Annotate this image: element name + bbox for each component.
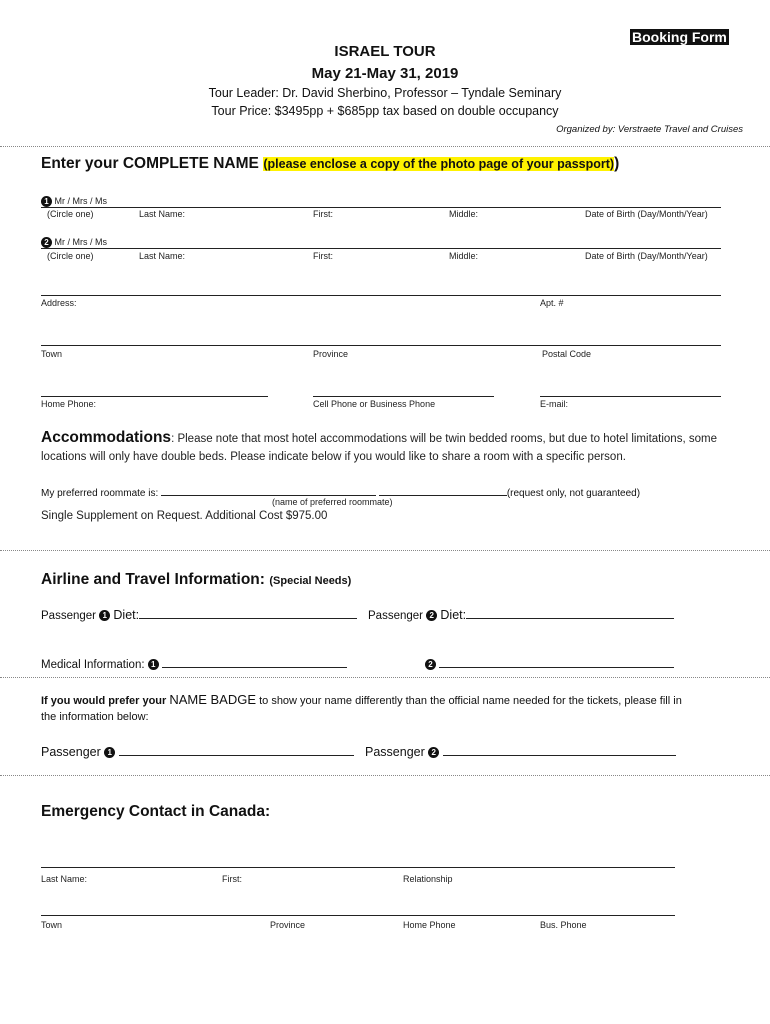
passenger-1-title (41, 196, 107, 207)
emergency-town-label: Town (41, 920, 63, 930)
badge-row-2 (365, 743, 676, 759)
complete-name-label: Enter your COMPLETE NAME (41, 155, 259, 172)
diet-row-1 (41, 606, 357, 622)
number-2-icon: 2 (426, 610, 437, 621)
diet-label: Diet: (440, 608, 467, 622)
first-name-label: First: (313, 209, 333, 219)
medical-row-2 (425, 655, 674, 671)
name-badge-label: NAME BADGE (169, 692, 257, 707)
medical-label: Medical Information: (41, 659, 145, 671)
number-1-icon: 1 (148, 659, 159, 670)
tour-leader: Tour Leader: Dr. David Sherbino, Professor – Tyndale Seminary (208, 86, 562, 100)
tour-dates: May 21-May 31, 2019 (311, 65, 459, 82)
divider (0, 775, 770, 776)
passenger-2-name-line[interactable] (41, 248, 721, 249)
circle-one-label: (Circle one) (47, 209, 94, 219)
address-line[interactable] (41, 295, 721, 296)
emergency-bus-phone-label: Bus. Phone (540, 920, 587, 930)
middle-name-label: Middle: (449, 209, 479, 219)
badge-text-2: the information below: (41, 711, 149, 723)
town-line[interactable] (41, 345, 721, 346)
first-name-label: First: (313, 251, 333, 261)
airline-heading-row (41, 571, 351, 589)
home-phone-label: Home Phone: (41, 399, 97, 409)
cell-phone-label: Cell Phone or Business Phone (313, 399, 436, 409)
single-supplement: Single Supplement on Request. Additional Cost $975.00 (41, 510, 328, 522)
badge-text-pre: If you would prefer your (41, 695, 170, 707)
passenger-label: Passenger (41, 745, 101, 759)
email-label: E-mail: (540, 399, 569, 409)
circle-one-label: (Circle one) (47, 251, 94, 261)
last-name-label: Last Name: (139, 209, 186, 219)
name-badge-text (41, 692, 682, 707)
emergency-first-name-label: First: (222, 874, 242, 884)
emergency-address-line[interactable] (41, 915, 675, 916)
medical-input-1[interactable] (162, 655, 347, 668)
diet-row-2 (368, 606, 674, 622)
number-2-icon: 2 (425, 659, 436, 670)
diet-input-1[interactable] (139, 606, 357, 619)
emergency-last-name-label: Last Name: (41, 874, 88, 884)
apt-label: Apt. # (540, 298, 564, 308)
airline-heading: Airline and Travel Information: (41, 571, 265, 588)
dob-label: Date of Birth (Day/Month/Year) (585, 209, 708, 219)
number-2-icon: 2 (41, 237, 52, 248)
roommate-input-2[interactable] (379, 483, 507, 496)
roommate-input[interactable] (161, 483, 376, 496)
passenger-1-name-line[interactable] (41, 207, 721, 208)
accommodations-text: : Please note that most hotel accommodations will be twin bedded rooms, but due to hotel limitations, some (171, 433, 717, 445)
tour-price: Tour Price: $3495pp + $685pp tax based on double occupancy (211, 104, 559, 118)
title-select-1[interactable]: Mr / Mrs / Ms (54, 196, 108, 206)
passenger-label: Passenger (365, 745, 425, 759)
special-needs-label: (Special Needs) (269, 575, 352, 587)
booking-form-badge: Booking Form (632, 29, 727, 45)
passport-note: (please enclose a copy of the photo page of your passport) (263, 157, 615, 171)
medical-input-2[interactable] (439, 655, 674, 668)
cell-phone-line[interactable] (313, 396, 494, 397)
name-heading: Enter your COMPLETE NAME (please enclose a copy of the photo page of your passport)) (41, 155, 620, 172)
badge-row-1 (41, 743, 354, 759)
emergency-heading: Emergency Contact in Canada: (41, 803, 271, 820)
middle-name-label: Middle: (449, 251, 479, 261)
province-label: Province (313, 349, 349, 359)
roommate-caption: (name of preferred roommate) (272, 497, 393, 507)
email-line[interactable] (540, 396, 721, 397)
divider (0, 146, 770, 147)
postal-code-label: Postal Code (542, 349, 592, 359)
divider (0, 550, 770, 551)
passenger-label: Passenger (368, 610, 423, 622)
relationship-label: Relationship (403, 874, 453, 884)
accommodations-line-1 (41, 429, 717, 447)
last-name-label: Last Name: (139, 251, 186, 261)
dob-label: Date of Birth (Day/Month/Year) (585, 251, 708, 261)
town-label: Town (41, 349, 63, 359)
divider (0, 677, 770, 678)
emergency-home-phone-label: Home Phone (403, 920, 456, 930)
home-phone-line[interactable] (41, 396, 268, 397)
badge-input-1[interactable] (119, 743, 354, 756)
accommodations-heading: Accommodations (41, 429, 172, 446)
number-1-icon: 1 (104, 747, 115, 758)
passenger-2-title (41, 237, 107, 248)
badge-input-2[interactable] (443, 743, 676, 756)
number-2-icon: 2 (428, 747, 439, 758)
tour-title: ISRAEL TOUR (334, 43, 436, 60)
number-1-icon: 1 (99, 610, 110, 621)
badge-text-post: to show your name differently than the official name needed for the tickets, please fill in (256, 695, 682, 707)
number-1-icon: 1 (41, 196, 52, 207)
title-select-2[interactable]: Mr / Mrs / Ms (54, 237, 108, 247)
emergency-name-line[interactable] (41, 867, 675, 868)
emergency-province-label: Province (270, 920, 306, 930)
roommate-label: My preferred roommate is: (41, 488, 159, 499)
diet-input-2[interactable] (466, 606, 674, 619)
roommate-suffix: (request only, not guaranteed) (506, 488, 641, 499)
passenger-label: Passenger (41, 610, 96, 622)
medical-row (41, 655, 347, 671)
address-label: Address: (41, 298, 77, 308)
organizer: Organized by: Verstraete Travel and Cruises (556, 124, 743, 135)
diet-label: Diet: (113, 608, 140, 622)
accommodations-text-2: locations will only have double beds. Please indicate below if you would like to share a room with a specific person. (41, 451, 626, 463)
